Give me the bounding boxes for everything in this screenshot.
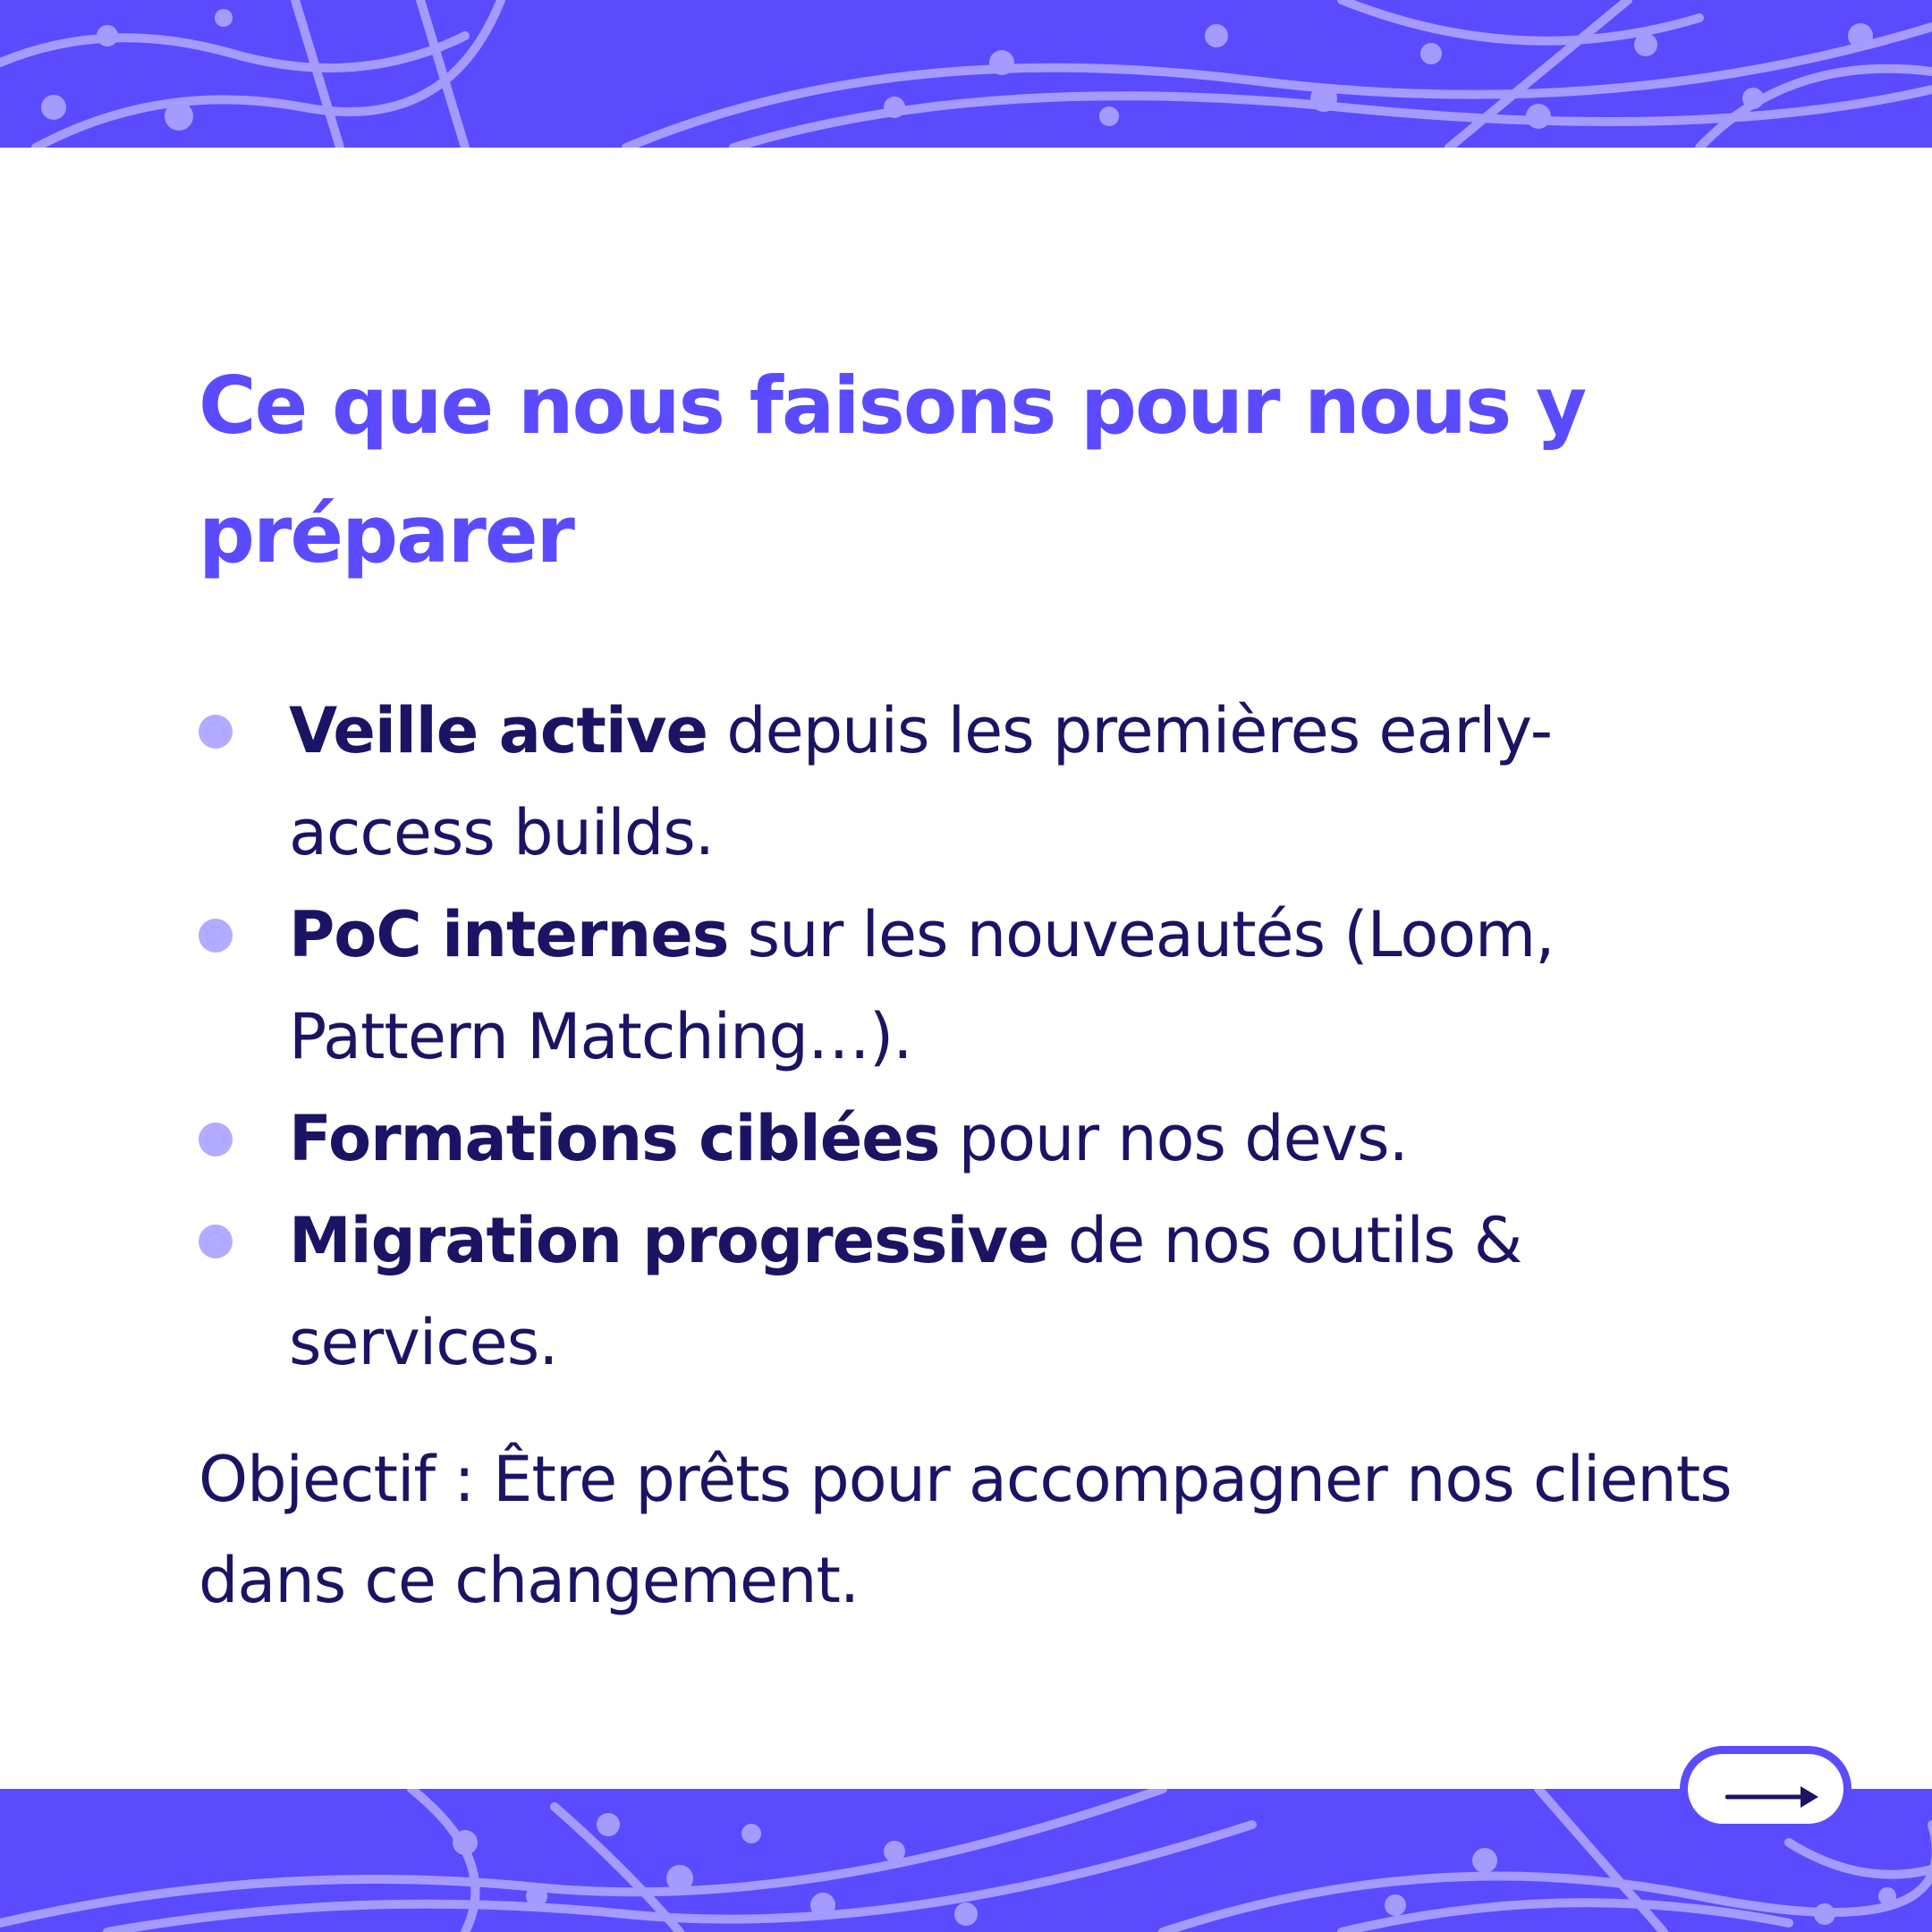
bullet-core [207,1131,225,1148]
bullet-bold-text: Migration progressive [289,1204,1049,1277]
wing-pattern-bottom [0,1789,1932,1932]
bullet-core [207,927,225,945]
bullet-bold-text: PoC internes [289,898,729,971]
bullet-dot-icon [199,715,233,749]
bullet-text: de nos outils & services. [289,1204,1522,1379]
bullet-dot-icon [199,1224,233,1258]
bullet-text: pour nos devs. [939,1102,1408,1175]
bullet-dot-icon [199,1123,233,1157]
bullet-text: sur les nouveautés (Loom, Pattern Matching…). [289,898,1555,1073]
bullet-dot-icon [199,919,233,953]
bullet-bold-text: Veille active [289,694,708,767]
list-item [199,1190,1737,1394]
bottom-decorative-band [0,1789,1932,1932]
arrow-right-icon [1725,1781,1822,1813]
wing-pattern-top [0,0,1932,148]
bullet-list [199,680,1737,1394]
list-item [199,884,1737,1088]
bullet-core [207,1233,225,1250]
bullet-core [207,723,225,741]
objective-text: Objectif : Être prêts pour accompagner nos clients dans ce changement. [199,1443,1732,1617]
slide-title: Ce que nous faisons pour nous y préparer [199,360,1586,580]
next-slide-button[interactable] [1680,1746,1852,1832]
bullet-bold-text: Formations ciblées [289,1102,940,1175]
slide-content [199,342,1737,1631]
bullet-text: depuis les premières early-access builds. [289,694,1553,869]
list-item [199,1088,1737,1190]
list-item [199,680,1737,884]
top-decorative-band [0,0,1932,148]
